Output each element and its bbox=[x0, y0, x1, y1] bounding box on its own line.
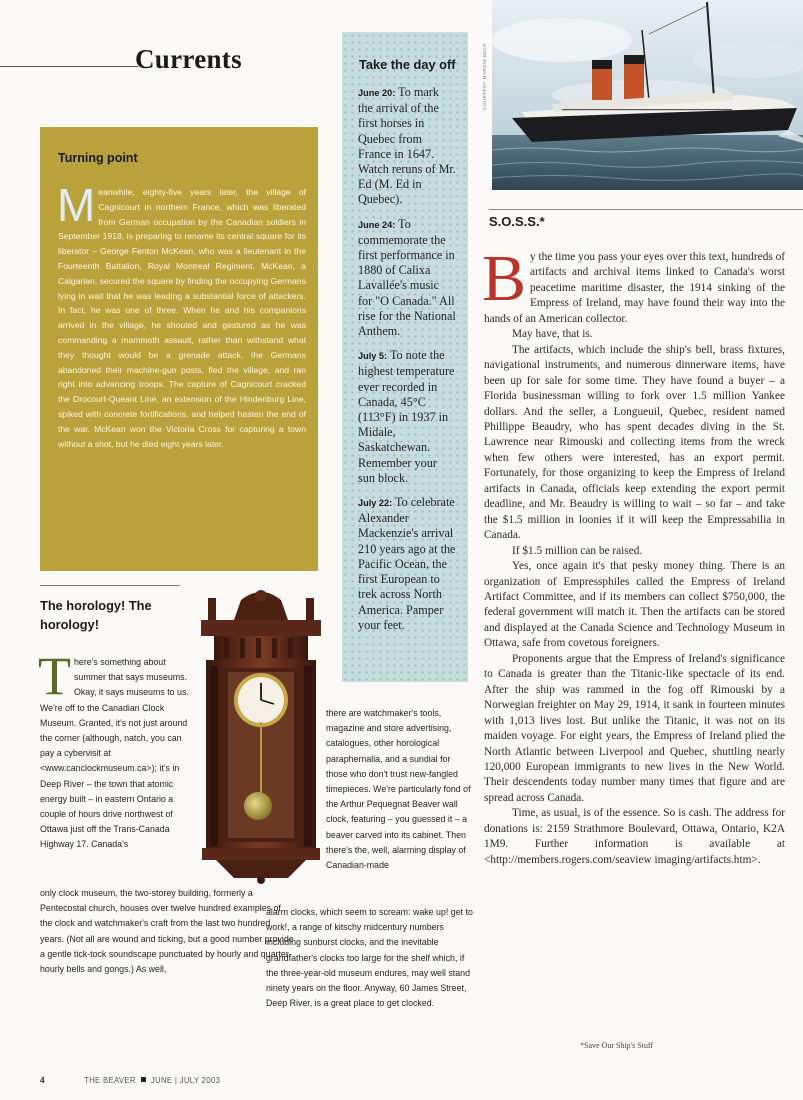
soss-article bbox=[482, 242, 785, 868]
soss-paragraph-text: y the time you pass your eyes over this text, hundreds of artifacts and archival items linked to Canada's worst peacetime maritime disaster, the 1914 sinking of the Empress of Ireland, may have found their way into the hands of an American collector. bbox=[484, 251, 785, 325]
day-off-title: Take the day off bbox=[359, 57, 456, 72]
entry-text: To celebrate Alexander Mackenzie's arrival 210 years ago at the Pacific Ocean, the first European to trek across North America. Pamper your feet. bbox=[358, 495, 456, 632]
horology-rule bbox=[40, 585, 180, 586]
horology-heading: The horology! The horology! bbox=[40, 598, 152, 632]
entry-date: June 20: bbox=[358, 88, 396, 98]
drop-cap: B bbox=[482, 242, 527, 315]
horology-column-2-continued: alarm clocks, which seem to scream: wake up! get to work!, a range of kitschy midcentury numbers including sunburst clocks, and the inevitable grandfather's clocks too large for the shelf which, if the three-year-old museum endures, may well stand ninety years on the floor. Anyway, 60 James Street, Deep River, is a great place to get clocked. bbox=[266, 907, 473, 1009]
day-off-entry bbox=[358, 348, 456, 486]
day-off-entry bbox=[358, 85, 456, 208]
horology-text: here's something about summer that says museums. Okay, it says museums to us. We're off to the Canadian Clock Museum. Granted, it's not just around the corner (although, natch, you can pay a cybervisit at <www.canclockmuseum.ca>); it's in Deep River – the town that atomic energy built – in eastern Ontario a couple of hours drive northwest of Ottawa just off the Trans-Canada Highway 17. Canada's bbox=[40, 657, 189, 850]
publication-name: THE BEAVER bbox=[84, 1076, 136, 1085]
section-title: Currents bbox=[135, 44, 242, 74]
turning-point-box bbox=[40, 127, 318, 571]
footer-publication bbox=[84, 1076, 220, 1085]
entry-text: To note the highest temperature ever recorded in Canada, 45°C (113°F) in 1937 in Midale, Saskatchewan. Remember your sun block. bbox=[358, 348, 455, 485]
page-number: 4 bbox=[40, 1075, 45, 1085]
header-rule bbox=[0, 66, 138, 67]
day-off-entries bbox=[358, 85, 456, 642]
entry-text: To mark the arrival of the first horses in Quebec from France in 1647. Watch reruns of Mr. Ed (M. Ed in Quebec). bbox=[358, 85, 456, 207]
day-off-entry bbox=[358, 495, 456, 633]
soss-paragraph: Time, as usual, is of the essence. So is cash. The address for donations is: 2159 Strathmore Boulevard, Ottawa, Ontario, K2A 1M9. Further information is available at <http://members.rogers.com/seaview imaging/artifacts.htm>. bbox=[484, 807, 785, 866]
soss-heading: S.O.S.S.* bbox=[489, 214, 545, 229]
soss-paragraph bbox=[482, 242, 785, 327]
soss-footnote: *Save Our Ship's Stuff bbox=[580, 1041, 654, 1050]
day-off-entry bbox=[358, 217, 456, 340]
entry-date: June 24: bbox=[358, 219, 396, 230]
ship-illustration bbox=[492, 0, 803, 190]
turning-point-body bbox=[57, 179, 306, 451]
soss-paragraph: The artifacts, which include the ship's bell, brass fixtures, navigational instruments, and numerous dinnerware items, have been up for sale for some time. They have found a buyer – a Florida businessman willing to fork over 1.5 million Yankee dollars. And the seller, a Longueuil, Quebec, resident named Phillippe Beaudry, who has spent decades diving in the St. Lawrence near Rimouski and collecting items from the wreck when few others were interested, has an export permit. Fortunately, for those organizing to keep the Empress of Ireland artifacts in Canada, officials keep extending the export permit deadline, and Mr. Beaudry is willing to wait – so far – and take the $1.5 million in loonies if it will keep the Empressabilia in Canada. bbox=[484, 343, 785, 542]
drop-cap: M bbox=[57, 179, 96, 231]
soss-paragraph: May have, that is. bbox=[512, 328, 593, 341]
soss-paragraph: Yes, once again it's that pesky money thing. There is an organization of Empressphiles called the Empress of Ireland Artifact Committee, and if its members can collect $750,000, the federal government will match it. Then the artifacts can be stored and displayed at the Canada Science and Technology Museum in Ottawa, safe from covetous foreigners. bbox=[484, 560, 785, 650]
soss-paragraph: Proponents argue that the Empress of Ireland's significance to Canada is greater than the Titanic-like spectacle of its end. After the ship was rammed in the fog off Rimouski by a Norwegian freighter on May 29, 1914, it sank in fourteen minutes with 1,013 lives lost. But unlike the Titanic, it was not on its maiden voyage. For eight years, the Empress of Ireland plied the North Atlantic between Liverpool and Quebec, shuttling nearly 120,000 European immigrants to new lives in the New World. Their descendents today number many times that figure and are spread across Canada. bbox=[484, 652, 785, 804]
day-off-sidebar bbox=[342, 32, 468, 682]
issue-date: JUNE | JULY 2003 bbox=[150, 1076, 221, 1085]
horology-column-1-continued: only clock museum, the two-storey building, formerly a Pentecostal church, houses over twelve hundred examples of the clock and watchmaker's craft from the last two hundred years. (Not all are wound and ticking, but a good number provide a gentle tick-tock soundscape punctuated by hourly and quarter-hourly bells and gongs.) As well, bbox=[40, 888, 294, 975]
entry-date: July 5: bbox=[358, 351, 388, 362]
turning-point-heading: Turning point bbox=[58, 151, 138, 165]
horology-column-2: there are watchmaker's tools, magazine and store advertising, catalogues, other horological paraphernalia, and a sundial for those who don't trust new-fangled timepieces. We're particularly fond of the Arthur Pequegnat Beaver wall clock, featuring – you guessed it – a beaver carved into its cabinet. Then there's the, well, alarming display of Canadian-made bbox=[326, 708, 471, 871]
horology-column-1 bbox=[38, 646, 194, 853]
photo-credit: COURTESY MARVIN BECK bbox=[482, 42, 487, 110]
soss-rule bbox=[489, 209, 803, 210]
separator-square bbox=[141, 1077, 146, 1082]
soss-paragraph: If $1.5 million can be raised. bbox=[512, 544, 643, 557]
wall-clock-illustration bbox=[196, 586, 326, 884]
drop-cap: T bbox=[38, 646, 71, 706]
turning-point-text: eanwhile, eighty-five years later, the village of Cagnicourt in northern France, which was liberated from German occupation by the Canadian soldiers in September 1918, is preparing to rename its central square for its liberator – George Fenton McKean, who was a lieutenant in the Fourteenth Battalion, Royal Montreal Regiment. McKean, a Calgarian, secured the square by finding the occupying Germans lying in wait that he was leading a substantial force of attackers. In fact, he was one of three. When he and his companions arrived in the village, he shouted and gestured as he was commanding a mammoth assault, rather than withstand what they thought would be a grenade attack, the Germans abandoned their machine-gun posts, fled the village, and ran right into advancing troops. The capture of Cagnicourt cracked the Drocourt-Queant Line, an extension of the Hindenburg Line, spiked with concrete fortifications, and helped hasten the end of the war. McKean won the Victoria Cross for capturing a town without a shot, but he died eight years later. bbox=[58, 187, 306, 449]
entry-text: To commemorate the first performance in 1880 of Calixa Lavallée's music for "O Canada." All rise for the National Anthem. bbox=[358, 216, 456, 339]
entry-date: July 22: bbox=[358, 498, 393, 509]
